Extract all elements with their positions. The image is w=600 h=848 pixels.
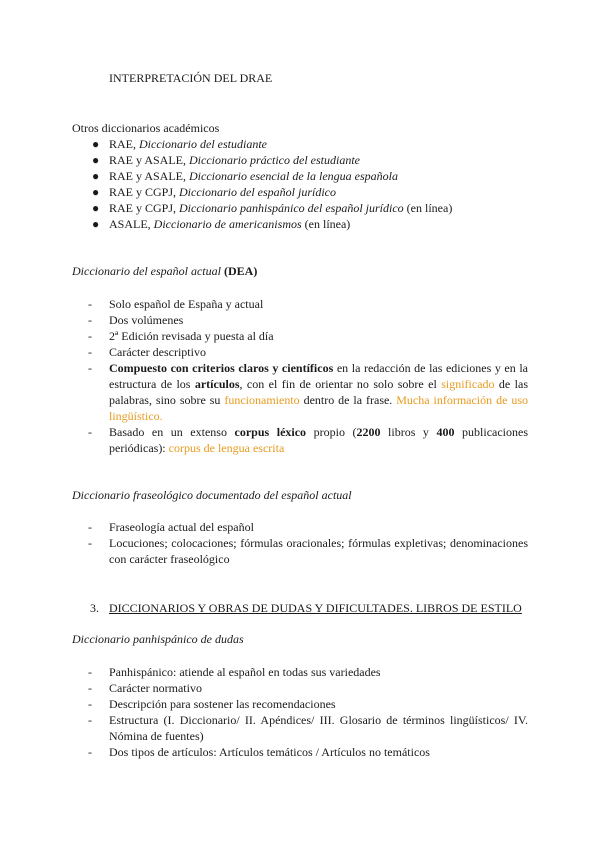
bullet-icon: ● bbox=[92, 185, 100, 199]
list-item: ● RAE y ASALE, Diccionario esencial de la lengua española bbox=[92, 169, 398, 183]
list-item: - Locuciones; colocaciones; fórmulas oracionales; fórmulas expletivas; denominaciones con carácter fraseológico bbox=[88, 536, 528, 566]
list-item: - Descripción para sostener las recomendaciones bbox=[88, 697, 336, 711]
section-title: DICCIONARIOS Y OBRAS DE DUDAS Y DIFICULTADES. LIBROS DE ESTILO bbox=[109, 601, 522, 615]
section-3-heading bbox=[90, 600, 522, 616]
dash-marker: - bbox=[88, 536, 92, 550]
list-item: - Carácter descriptivo bbox=[88, 345, 206, 359]
panhispanico-heading: Diccionario panhispánico de dudas bbox=[72, 632, 244, 646]
list-item: - Dos tipos de artículos: Artículos temáticos / Artículos no temáticos bbox=[88, 745, 430, 759]
dash-marker: - bbox=[88, 297, 92, 311]
dash-marker: - bbox=[88, 713, 92, 727]
panhispanico-list bbox=[88, 664, 528, 760]
list-item: - Compuesto con criterios claros y científicos en la redacción de las ediciones y en la estructura de los artículos, con el fin de orientar no solo sobre el significado de las palabras, sino sobre su funcionamiento dentro de la frase. Mucha información de uso lingüístico. bbox=[88, 361, 528, 423]
list-item: - Estructura (I. Diccionario/ II. Apéndices/ III. Glosario de términos lingüísticos/ IV. Nómina de fuentes) bbox=[88, 713, 528, 743]
otros-list bbox=[72, 136, 532, 232]
dash-marker: - bbox=[88, 313, 92, 327]
dea-list bbox=[88, 296, 528, 456]
dea-heading: Diccionario del español actual (DEA) bbox=[72, 264, 258, 278]
dash-marker: - bbox=[88, 329, 92, 343]
bullet-icon: ● bbox=[92, 137, 100, 151]
list-item: ● ASALE, Diccionario de americanismos (en línea) bbox=[92, 217, 351, 231]
dash-marker: - bbox=[88, 361, 92, 375]
fraseologico-list bbox=[88, 519, 528, 567]
dash-marker: - bbox=[88, 681, 92, 695]
list-item: ● RAE y ASALE, Diccionario práctico del estudiante bbox=[92, 153, 360, 167]
bullet-icon: ● bbox=[92, 201, 100, 215]
list-item: ● RAE y CGPJ, Diccionario del español jurídico bbox=[92, 185, 336, 199]
fraseologico-heading: Diccionario fraseológico documentado del español actual bbox=[72, 488, 352, 502]
list-item: - Carácter normativo bbox=[88, 681, 202, 695]
list-item: - Fraseología actual del español bbox=[88, 520, 254, 534]
bullet-icon: ● bbox=[92, 153, 100, 167]
document-title: INTERPRETACIÓN DEL DRAE bbox=[109, 71, 273, 85]
list-item: - Basado en un extenso corpus léxico propio (2200 libros y 400 publicaciones periódicas): corpus de lengua escrita bbox=[88, 425, 529, 455]
list-item: ● RAE, Diccionario del estudiante bbox=[92, 137, 267, 151]
dash-marker: - bbox=[88, 520, 92, 534]
section-number: 3. bbox=[90, 601, 99, 615]
list-item: - Panhispánico: atiende al español en todas sus variedades bbox=[88, 665, 381, 679]
dash-marker: - bbox=[88, 665, 92, 679]
list-item: - 2ª Edición revisada y puesta al día bbox=[88, 329, 274, 343]
bullet-icon: ● bbox=[92, 169, 100, 183]
list-item: ● RAE y CGPJ, Diccionario panhispánico del español jurídico (en línea) bbox=[92, 201, 453, 215]
dash-marker: - bbox=[88, 345, 92, 359]
dash-marker: - bbox=[88, 425, 92, 439]
dash-marker: - bbox=[88, 745, 92, 759]
dash-marker: - bbox=[88, 697, 92, 711]
list-item: - Dos volúmenes bbox=[88, 313, 184, 327]
list-item: - Solo español de España y actual bbox=[88, 297, 264, 311]
otros-heading: Otros diccionarios académicos bbox=[72, 121, 220, 135]
bullet-icon: ● bbox=[92, 217, 100, 231]
